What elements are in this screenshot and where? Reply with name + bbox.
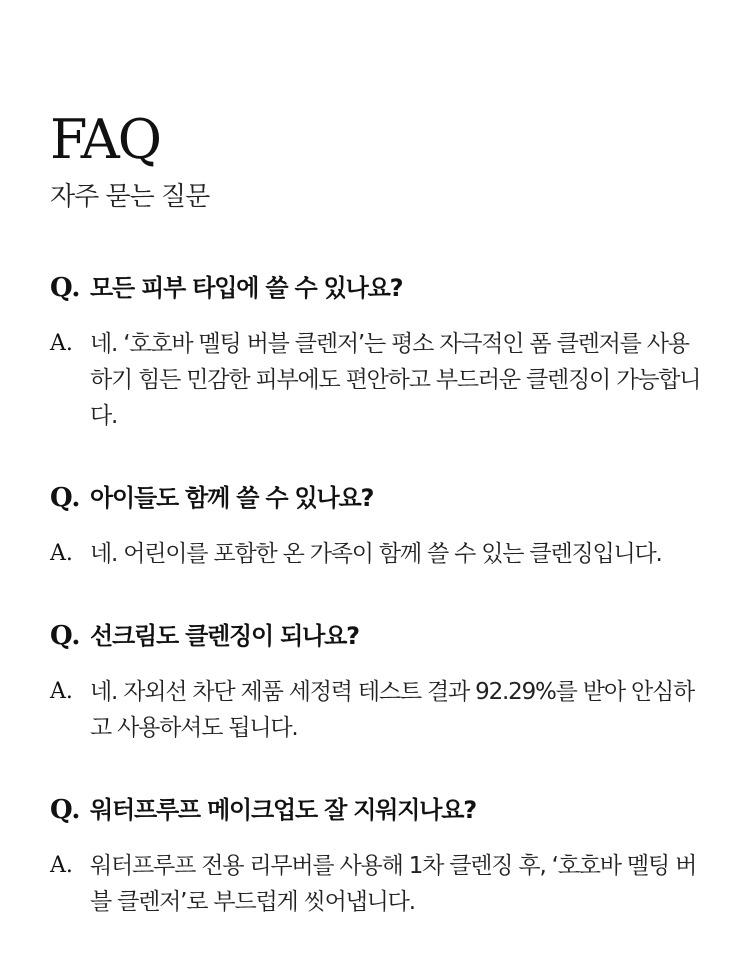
faq-item	[50, 478, 710, 572]
answer-text: 네. 어린이를 포함한 온 가족이 함께 쓸 수 있는 클렌징입니다.	[90, 541, 662, 567]
answer-row	[50, 674, 710, 746]
question-marker: Q.	[50, 621, 81, 651]
question-row	[50, 268, 710, 308]
answer-text: 워터프루프 전용 리무버를 사용해 1차 클렌징 후, ‘호호바 멜팅 버블 클렌저’로 부드럽게 씻어냅니다.	[90, 853, 697, 915]
faq-item	[50, 268, 710, 434]
faq-item	[50, 616, 710, 746]
question-text: 아이들도 함께 쓸 수 있나요?	[90, 484, 374, 512]
question-marker: Q.	[50, 795, 81, 825]
faq-header	[50, 108, 209, 214]
answer-row	[50, 326, 710, 434]
answer-text: 네. 자외선 차단 제품 세정력 테스트 결과 92.29%를 받아 안심하고 사용하셔도 됩니다.	[90, 679, 695, 741]
answer-text: 네. ‘호호바 멜팅 버블 클렌저’는 평소 자극적인 폼 클렌저를 사용하기 힘든 민감한 피부에도 편안하고 부드러운 클렌징이 가능합니다.	[90, 331, 701, 429]
question-row	[50, 478, 710, 518]
question-text: 워터프루프 메이크업도 잘 지워지나요?	[90, 796, 476, 824]
answer-marker: A.	[50, 331, 73, 356]
question-row	[50, 616, 710, 656]
question-marker: Q.	[50, 483, 81, 513]
question-marker: Q.	[50, 273, 81, 303]
answer-row	[50, 536, 710, 572]
page-subtitle: 자주 묻는 질문	[50, 182, 210, 212]
faq-item	[50, 790, 710, 920]
answer-row	[50, 848, 710, 920]
answer-marker: A.	[50, 541, 73, 566]
faq-list	[50, 268, 710, 956]
answer-marker: A.	[50, 853, 73, 878]
question-text: 선크림도 클렌징이 되나요?	[90, 622, 359, 650]
question-row	[50, 790, 710, 830]
page-title: FAQ	[50, 108, 161, 171]
question-text: 모든 피부 타입에 쓸 수 있나요?	[90, 274, 403, 302]
answer-marker: A.	[50, 679, 73, 704]
